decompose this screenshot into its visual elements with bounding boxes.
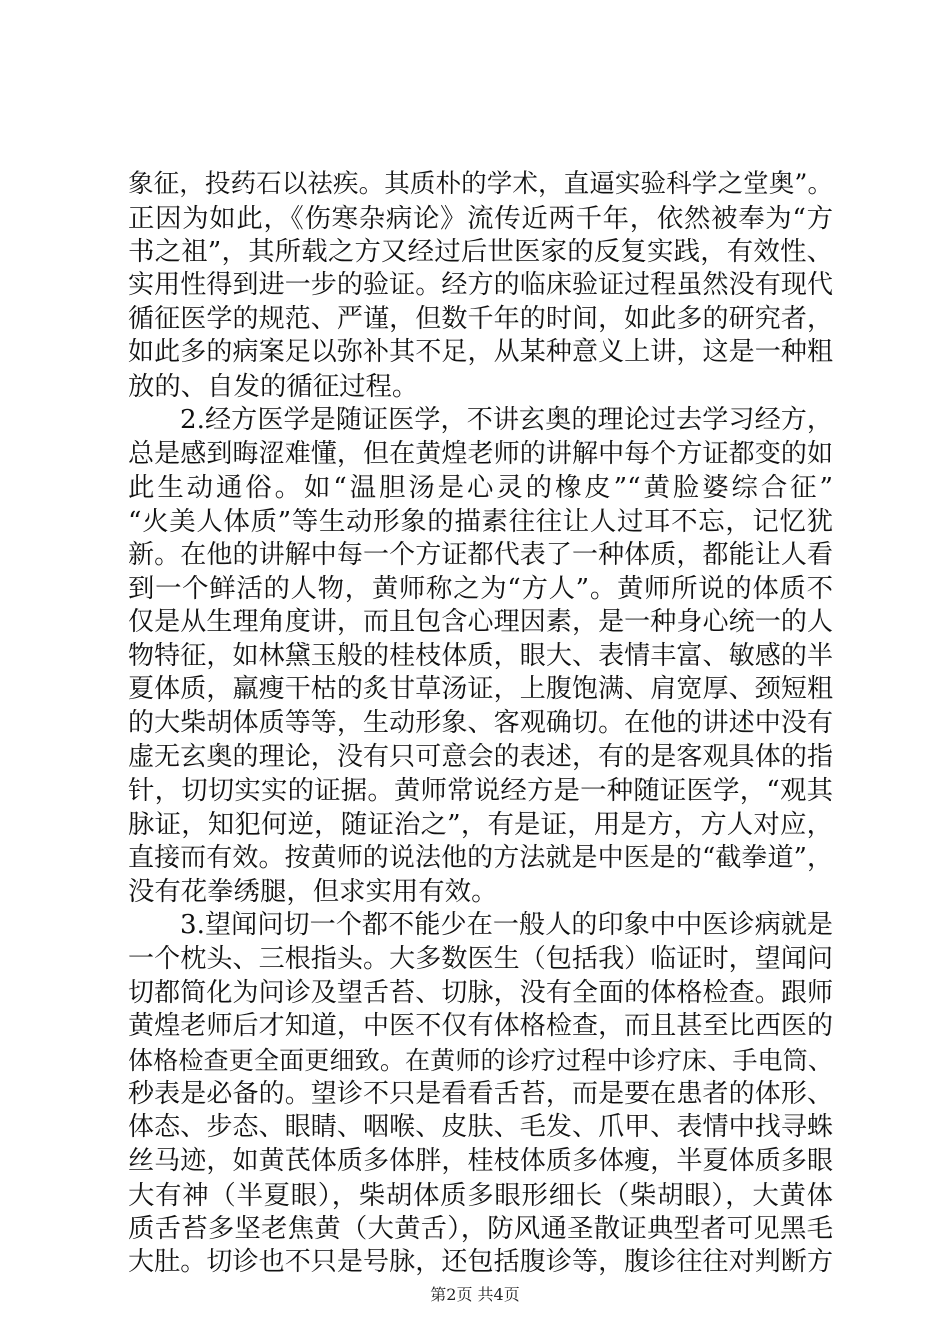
page-footer: 第2页 共4页 (430, 1285, 520, 1304)
text-line: 总是感到晦涩难懂，但在黄煌老师的讲解中每个方证都变的如 (128, 438, 833, 469)
text-line: 的大柴胡体质等等，生动形象、客观确切。在他的讲述中没有 (128, 708, 833, 738)
text-line: 2.经方医学是随证医学，不讲玄奥的理论过去学习经方， (180, 404, 833, 435)
text-line: 新。在他的讲解中每一个方证都代表了一种体质，都能让人看 (128, 539, 833, 570)
text-line: 物特征，如林黛玉般的桂枝体质，眼大、表情丰富、敏感的半 (128, 640, 833, 671)
text-line: 正因为如此，《伤寒杂病论》流传近两千年，依然被奉为“方 (128, 202, 833, 234)
text-line: 此生动通俗。如“温胆汤是心灵的橡皮”“黄脸婆综合征” (128, 472, 833, 504)
text-line: 体格检查更全面更细致。在黄师的诊疗过程中诊疗床、手电筒、 (128, 1045, 833, 1075)
text-line: 实用性得到进一步的验证。经方的临床验证过程虽然没有现代 (128, 270, 833, 301)
text-line: 3.望闻问切一个都不能少在一般人的印象中中医诊病就是 (180, 910, 833, 941)
text-line: 切都简化为问诊及望舌苔、切脉，没有全面的体格检查。跟师 (128, 977, 833, 1008)
text-line: 一个枕头、三根指头。大多数医生（包括我）临证时，望闻问 (128, 943, 833, 974)
text-line: 大肚。切诊也不只是号脉，还包括腹诊等，腹诊往往对判断方 (128, 1247, 833, 1277)
text-line: 体态、步态、眼睛、咽喉、皮肤、毛发、爪甲、表情中找寻蛛 (128, 1112, 833, 1143)
body-text (128, 168, 833, 1280)
text-line: 夏体质，羸瘦干枯的炙甘草汤证，上腹饱满、肩宽厚、颈短粗 (128, 674, 833, 705)
text-line: 针，切切实实的证据。黄师常说经方是一种随证医学，“观其 (128, 775, 833, 807)
text-line: 黄煌老师后才知道，中医不仅有体格检查，而且甚至比西医的 (128, 1011, 833, 1042)
text-line: 到一个鲜活的人物，黄师称之为“方人”。黄师所说的体质不 (128, 573, 833, 605)
text-line: 循征医学的规范、严谨，但数千年的时间，如此多的研究者， (128, 303, 833, 334)
text-line: 如此多的病案足以弥补其不足，从某种意义上讲，这是一种粗 (128, 337, 833, 368)
text-line: 质舌苔多坚老焦黄（大黄舌），防风通圣散证典型者可见黑毛 (128, 1213, 833, 1245)
text-line: 脉证，知犯何逆，随证治之”，有是证，用是方，方人对应， (128, 809, 833, 841)
text-line: 丝马迹，如黄芪体质多体胖，桂枝体质多体瘦，半夏体质多眼 (128, 1145, 833, 1176)
text-line: 虚无玄奥的理论，没有只可意会的表述，有的是客观具体的指 (128, 741, 833, 772)
text-line: 大有神（半夏眼），柴胡体质多眼形细长（柴胡眼），大黄体 (128, 1179, 833, 1211)
text-line: 仅是从生理角度讲，而且包含心理因素，是一种身心统一的人 (128, 606, 833, 637)
text-line: 没有花拳绣腿，但求实用有效。 (128, 876, 498, 908)
text-line: 放的、自发的循征过程。 (128, 371, 419, 403)
text-line: “火美人体质”等生动形象的描素往往让人过耳不忘，记忆犹 (128, 505, 833, 537)
text-line: 直接而有效。按黄师的说法他的方法就是中医是的“截拳道”， (128, 842, 833, 873)
text-line: 象征，投药石以祛疾。其质朴的学术，直逼实验科学之堂奥”。 (128, 169, 833, 199)
text-line: 秒表是必备的。望诊不只是看看舌苔，而是要在患者的体形、 (128, 1078, 833, 1109)
text-line: 书之祖”，其所载之方又经过后世医家的反复实践，有效性、 (128, 236, 833, 268)
